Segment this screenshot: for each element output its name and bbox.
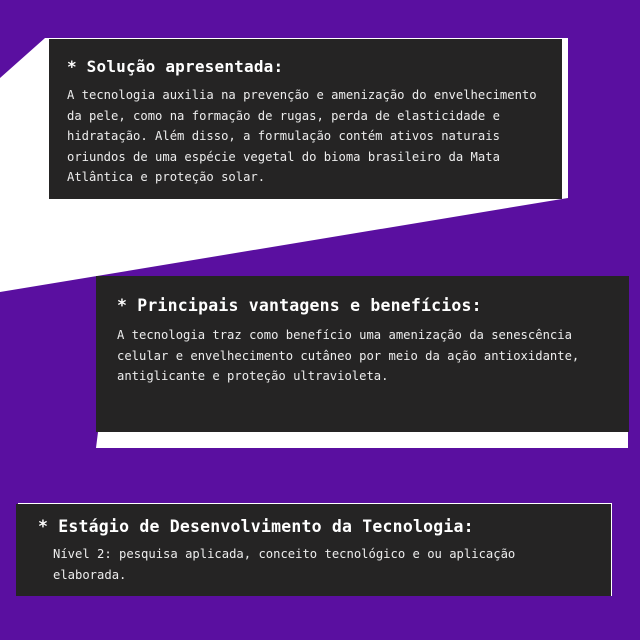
solution-card [49,39,562,199]
solution-text: A tecnologia auxilia na prevenção e amenização do envelhecimento da pele, como na formação de rugas, perda de elasticidade e hidratação. Além disso, a formulação contém ativos naturais oriundos de uma espécie vegetal do bioma brasileiro da Mata Atlântica e proteção solar. [67,88,537,184]
solution-title: * Solução apresentada: [67,57,284,76]
development-stage-card [16,504,611,596]
benefits-text: A tecnologia traz como benefício uma amenização da senescência celular e envelhecimento cutâneo por meio da ação antioxidante, antiglicante e proteção ultravioleta. [117,328,580,383]
benefits-card [96,276,629,432]
development-stage-text: Nível 2: pesquisa aplicada, conceito tecnológico e ou aplicação elaborada. [53,547,516,582]
development-stage-title: * Estágio de Desenvolvimento da Tecnologia: [38,517,474,536]
benefits-title: * Principais vantagens e benefícios: [117,296,482,315]
